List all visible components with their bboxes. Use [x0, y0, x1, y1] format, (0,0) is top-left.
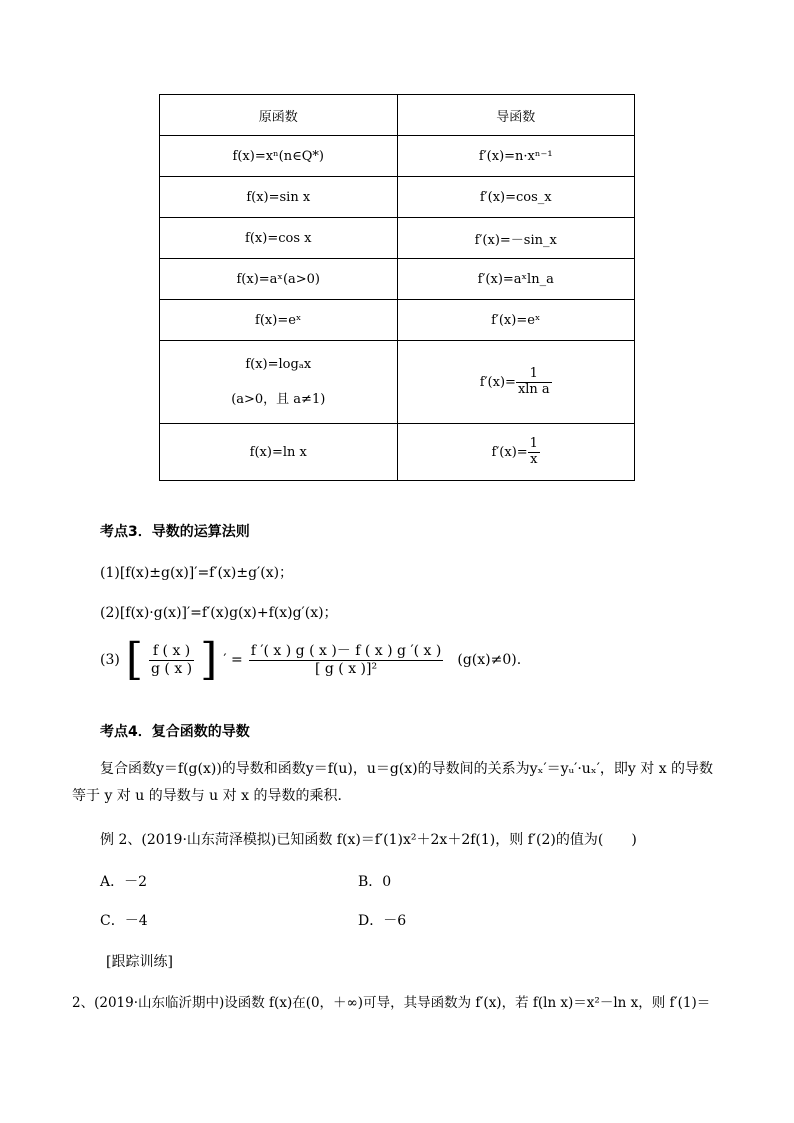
table-cell: f(x)=xⁿ(n∈Q*)	[160, 136, 398, 177]
fraction-numerator: 1	[516, 367, 552, 383]
practice-heading: [跟踪训练]	[106, 954, 173, 970]
table-cell	[397, 341, 635, 424]
right-bracket: ]	[200, 634, 218, 685]
table-header-row	[160, 95, 635, 136]
fraction	[516, 367, 552, 398]
quotient-inner-fraction	[149, 643, 194, 676]
fraction-denominator: xln a	[517, 381, 550, 397]
table-cell: f′(x)=n·xⁿ⁻¹	[397, 136, 635, 177]
rule-quotient-label: (3)	[100, 652, 120, 668]
fraction-denominator: g ( x )	[151, 660, 193, 677]
rule-quotient	[100, 634, 522, 685]
section4-title: 考点4．复合函数的导数	[100, 724, 250, 740]
table-cell	[397, 424, 635, 481]
table-cell: f′(x)=eˣ	[397, 300, 635, 341]
table-cell: f′(x)=aˣln_a	[397, 259, 635, 300]
fraction-denominator: [ g ( x )]²	[314, 660, 378, 677]
table-row	[160, 136, 635, 177]
option-c: C．－4	[100, 913, 148, 929]
table-cell: f(x)=sin x	[160, 177, 398, 218]
fraction-denominator: x	[530, 451, 538, 467]
prime-equals: ′ =	[223, 652, 243, 668]
fraction-numerator: f ( x )	[149, 643, 194, 660]
quotient-condition: (g(x)≠0).	[457, 652, 522, 668]
rule-sum: (1)[f(x)±g(x)]′=f′(x)±g′(x)；	[100, 565, 294, 581]
table-cell: f(x)=eˣ	[160, 300, 398, 341]
option-b: B．0	[358, 874, 392, 890]
left-bracket: [	[125, 634, 144, 685]
log-condition: (a>0，且 a≠1)	[231, 392, 326, 407]
table-row	[160, 259, 635, 300]
log-function: f(x)=logₐx	[245, 357, 312, 372]
header-derivative: 导函数	[397, 95, 635, 136]
fraction-numerator: f ′( x ) g ( x )－ f ( x ) g ′( x )	[250, 643, 442, 660]
option-a: A．－2	[100, 874, 148, 890]
option-d: D．－6	[358, 913, 407, 929]
section3-title: 考点3．导数的运算法则	[100, 524, 250, 540]
header-original-function: 原函数	[160, 95, 398, 136]
table-cell: f(x)=aˣ(a>0)	[160, 259, 398, 300]
table-cell	[160, 341, 398, 424]
rule-product: (2)[f(x)·g(x)]′=f′(x)g(x)+f(x)g′(x)；	[100, 605, 338, 621]
table-row	[160, 218, 635, 259]
table-cell: f(x)=ln x	[160, 424, 398, 481]
derivative-prefix: f′(x)=	[491, 444, 528, 460]
table-cell: f′(x)=－sin_x	[397, 218, 635, 259]
table-row	[160, 300, 635, 341]
table-cell: f(x)=cos x	[160, 218, 398, 259]
practice-question: 2、(2019·山东临沂期中)设函数 f(x)在(0，＋∞)可导，其导函数为 f′(x)，若 f(ln x)＝x²－ln x，则 f′(1)＝	[72, 995, 711, 1011]
derivative-table	[159, 94, 635, 481]
quotient-result-fraction	[249, 643, 444, 676]
table-cell: f′(x)=cos_x	[397, 177, 635, 218]
table-row	[160, 341, 635, 424]
fraction-numerator: 1	[529, 435, 538, 451]
example2-question: 例 2、(2019·山东菏泽模拟)已知函数 f(x)＝f′(1)x²＋2x＋2f(1)，则 f′(2)的值为( )	[100, 832, 637, 848]
derivative-prefix: f′(x)=	[479, 374, 516, 390]
table-row	[160, 177, 635, 218]
fraction	[528, 437, 540, 468]
section4-body: 复合函数y＝f(g(x))的导数和函数y＝f(u)，u＝g(x)的导数间的关系为yₓ′＝yᵤ′·uₓ′，即y 对 x 的导数等于 y 对 u 的导数与 u 对 x 的导数的乘积．	[72, 761, 714, 804]
table-row	[160, 424, 635, 481]
